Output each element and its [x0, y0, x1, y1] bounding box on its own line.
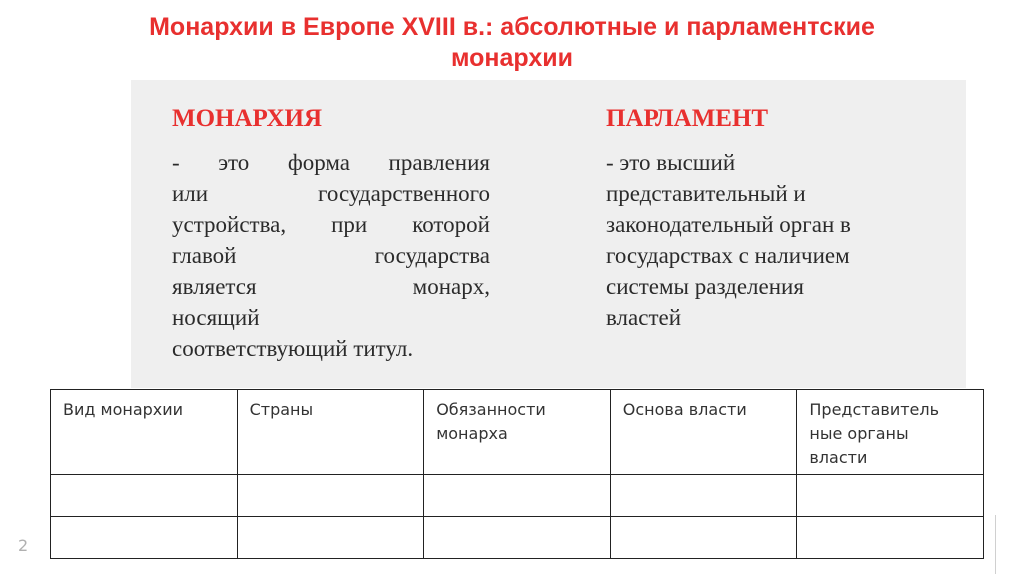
header-cell-basis-of-power: [610, 390, 797, 475]
table-cell[interactable]: [610, 517, 797, 559]
parliament-definition-line: властей: [606, 305, 682, 330]
monarchy-definition-line: главой государства: [172, 243, 490, 268]
header-text: Основа власти: [622, 400, 747, 419]
header-text: Обязанности: [436, 400, 546, 419]
header-text: монарха: [436, 424, 508, 443]
header-cell-monarchy-type: [51, 390, 238, 475]
parliament-definition-line: государствах с наличием: [606, 243, 850, 268]
table-cell[interactable]: [610, 475, 797, 517]
monarchy-definition: [172, 147, 490, 364]
slide-edge-divider: [995, 515, 996, 574]
table-cell[interactable]: [424, 517, 611, 559]
table-cell[interactable]: [51, 475, 238, 517]
monarchy-definition-line: носящий: [172, 305, 260, 330]
monarchy-definition-line: устройства, при которой: [172, 212, 490, 237]
monarchy-comparison-table: [50, 389, 984, 559]
table-header-row: [51, 390, 984, 475]
parliament-definition-line: законодательный орган в: [606, 212, 851, 237]
monarchy-definition-line: - это форма правления: [172, 150, 490, 175]
slide-title-line-2: монархии: [450, 44, 574, 72]
header-cell-representative-bodies: [797, 390, 984, 475]
page-number: 2: [18, 536, 29, 555]
table-cell[interactable]: [797, 517, 984, 559]
header-cell-monarch-duties: [424, 390, 611, 475]
table-cell[interactable]: [424, 475, 611, 517]
slide-title: [40, 12, 984, 74]
header-text: Вид монархии: [63, 400, 184, 419]
header-text: Страны: [249, 400, 314, 419]
table-cell[interactable]: [51, 517, 238, 559]
monarchy-term: МОНАРХИЯ: [172, 105, 323, 132]
parliament-definition-line: - это высший: [606, 150, 736, 175]
monarchy-definition-line: или государственного: [172, 181, 490, 206]
monarchy-definition-line: является монарх,: [172, 274, 490, 299]
slide-title-line-1: Монархии в Европе XVIII в.: абсолютные и парламентские: [149, 13, 875, 41]
parliament-definition-line: системы разделения: [606, 274, 804, 299]
table-cell[interactable]: [237, 517, 424, 559]
table-row: [51, 475, 984, 517]
header-text: ные органы: [809, 424, 909, 443]
table-row: [51, 517, 984, 559]
header-text: Представитель: [809, 400, 940, 419]
table-cell[interactable]: [797, 475, 984, 517]
parliament-definition: [606, 147, 946, 333]
monarchy-definition-line: соответствующий титул.: [172, 336, 414, 361]
table-cell[interactable]: [237, 475, 424, 517]
header-cell-countries: [237, 390, 424, 475]
header-text: власти: [809, 448, 868, 467]
parliament-term: ПАРЛАМЕНТ: [606, 105, 769, 132]
parliament-definition-line: представительный и: [606, 181, 806, 206]
